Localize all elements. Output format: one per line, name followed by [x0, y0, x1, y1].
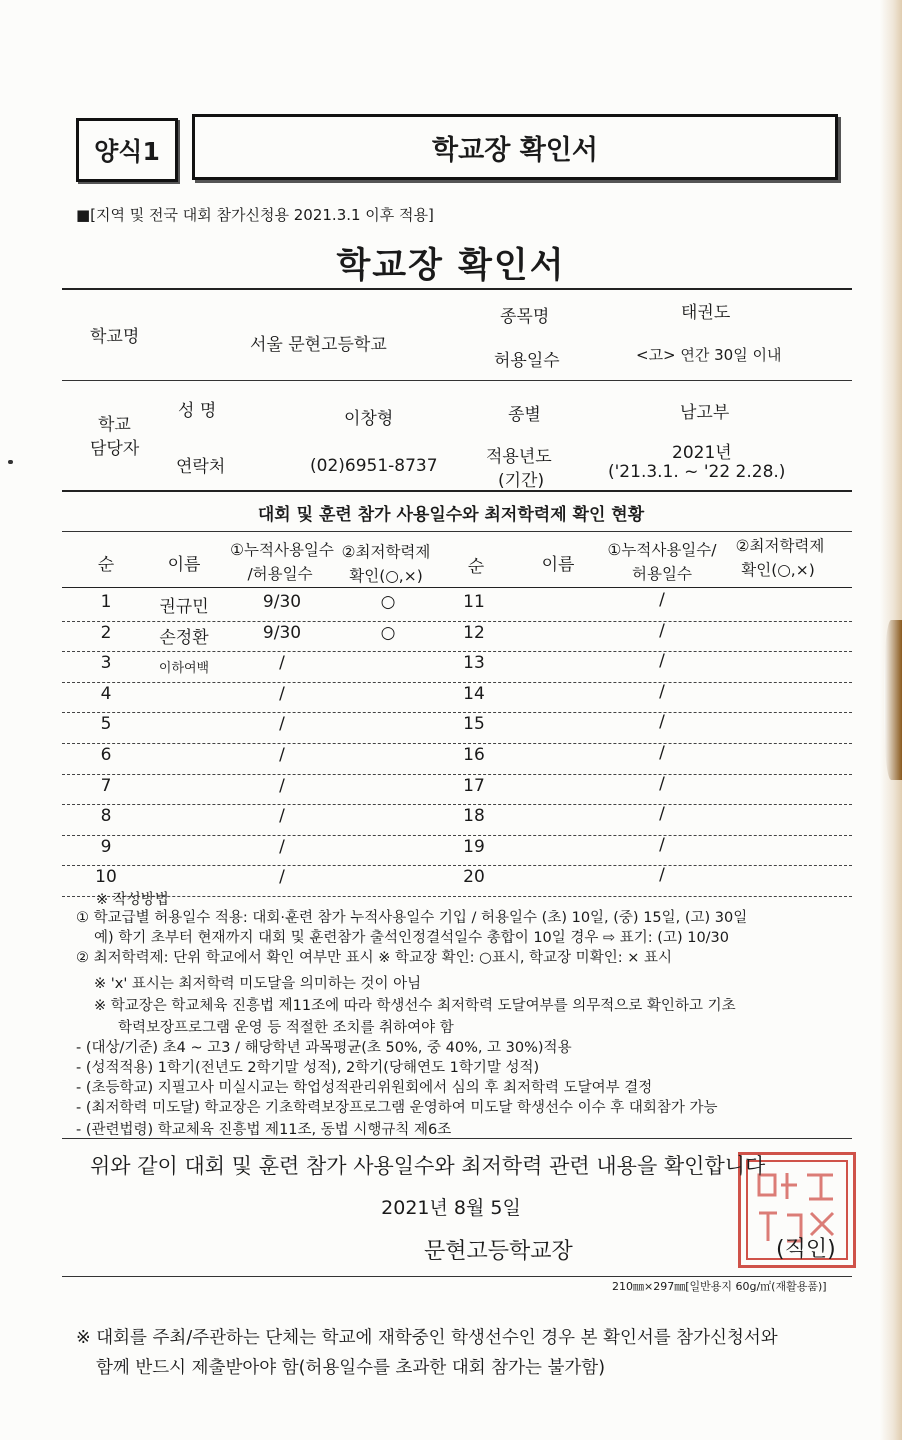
col-days-header-right-2: 허용일수 [632, 565, 692, 583]
used-days: / [659, 590, 665, 610]
row-number: 2 [100, 622, 112, 643]
header-title: 학교장 확인서 [192, 114, 838, 180]
used-days: / [279, 683, 285, 704]
table-row-divider [62, 682, 852, 683]
used-days: / [279, 653, 285, 674]
school-label: 학교명 [90, 327, 140, 347]
division-label: 종별 [508, 405, 541, 425]
student-name: 이하여백 [158, 661, 210, 677]
used-days: 9/30 [262, 622, 302, 643]
row-number: 13 [463, 653, 485, 674]
row-number: 20 [463, 867, 485, 888]
col-min-header: ②최저학력제 [341, 543, 431, 561]
row-number: 7 [100, 775, 112, 796]
used-days: / [659, 712, 665, 733]
footer-note-2: 함께 반드시 제출받아야 함(허용일수를 초과한 대회 참가는 불가함) [96, 1358, 606, 1378]
paper-edge-stain [884, 620, 902, 780]
table-row-divider [62, 896, 852, 897]
divider [62, 1138, 852, 1139]
col-name-header-right: 이름 [541, 555, 575, 575]
staff-label: 학교 [98, 415, 131, 435]
instruction-line: - (대상/기준) 초4 ~ 고3 / 해당학년 과목평균(초 50%, 중 40%, 고 30%)적용 [76, 1040, 572, 1056]
allowed-value: <고> 연간 30일 이내 [636, 346, 782, 364]
col-min-header-right: ②최저학력제 [735, 537, 825, 555]
instruction-line: - (관련법령) 학교체육 진흥법 제11조, 동법 시행규칙 제6조 [76, 1122, 452, 1138]
used-days: / [279, 775, 285, 796]
instruction-line: - (최저학력 미도달) 학교장은 기초학력보장프로그램 운영하여 미도달 학생선수 이수 후 대회참가 가능 [76, 1100, 718, 1116]
section-title: 대회 및 훈련 참가 사용일수와 최저학력제 확인 현황 [257, 505, 645, 525]
paper-spec: 210㎜×297㎜[일반용지 60g/㎡(재활용품)] [612, 1280, 827, 1293]
instruction-line: ※ 작성방법 [96, 892, 169, 908]
contact-value: (02)6951-8737 [310, 456, 438, 476]
school-value: 서울 문현고등학교 [250, 335, 387, 355]
instruction-line: 학력보장프로그램 운영 등 적절한 조치를 취하여야 함 [118, 1020, 454, 1036]
signer-name: 문현고등학교장 [424, 1239, 573, 1264]
confirmation-text: 위와 같이 대회 및 훈련 참가 사용일수와 최저학력 관련 내용을 확인합니다 [90, 1154, 766, 1178]
row-number: 19 [463, 836, 485, 857]
row-number: 18 [463, 806, 485, 827]
instruction-line: - (성적적용) 1학기(전년도 2학기말 성적), 2학기(당해연도 1학기말 성적) [76, 1060, 540, 1076]
row-number: 5 [100, 714, 112, 735]
used-days: / [279, 867, 285, 888]
row-number: 16 [463, 745, 485, 765]
divider [62, 1276, 852, 1277]
row-number: 11 [463, 592, 485, 612]
year-value: 2021년 [672, 443, 732, 463]
col-no-header: 순 [97, 555, 115, 575]
seal-label: (직인) [776, 1237, 836, 1262]
divider [62, 531, 852, 532]
row-number: 9 [100, 836, 112, 857]
student-name: 손정환 [159, 627, 209, 648]
period-value: ('21.3.1. ~ '22 2.28.) [608, 462, 786, 482]
table-row-divider [62, 804, 852, 805]
table-row-divider [62, 835, 852, 836]
instruction-line: 예) 학기 초부터 현재까지 대회 및 훈련참가 출석인정결석일수 총합이 10일 경우 ⇨ 표기: (고) 10/30 [94, 930, 730, 946]
row-number: 6 [100, 745, 112, 765]
min-academic-check: ○ [380, 622, 396, 643]
row-number: 3 [100, 653, 112, 674]
table-row-divider [62, 774, 852, 775]
divider [62, 380, 852, 381]
used-days: 9/30 [262, 592, 302, 612]
col-days-header: ①누적사용일수 [230, 541, 334, 559]
division-value: 남고부 [680, 403, 730, 423]
used-days: / [659, 804, 665, 825]
row-number: 1 [100, 592, 112, 612]
used-days: / [659, 743, 665, 763]
form-tag: 양식1 [76, 118, 178, 182]
used-days: / [279, 836, 285, 857]
row-number: 4 [100, 683, 112, 704]
col-min-header-2: 확인(○,×) [349, 567, 423, 585]
row-number: 10 [95, 867, 117, 888]
used-days: / [659, 651, 665, 672]
sport-value: 태권도 [681, 303, 731, 323]
col-days-header-right: ①누적사용일수/ [607, 541, 717, 559]
used-days: / [279, 745, 285, 765]
staff-label-2: 담당자 [90, 439, 140, 459]
used-days: / [659, 834, 665, 855]
instruction-line: ※ 'x' 표시는 최저학력 미도달을 의미하는 것이 아님 [94, 976, 422, 992]
table-row-divider [62, 743, 852, 744]
year-label: 적용년도 [486, 447, 552, 467]
table-row-divider [62, 621, 852, 622]
col-no-header-right: 순 [467, 557, 485, 577]
scan-speck [8, 460, 13, 464]
footer-note: ※ 대회를 주최/주관하는 단체는 학교에 재학중인 학생선수인 경우 본 확인서를 참가신청서와 [76, 1328, 778, 1348]
instruction-line: - (초등학교) 지필고사 미실시교는 학업성적관리위원회에서 심의 후 최저학력 도달여부 결정 [76, 1080, 653, 1096]
row-number: 12 [463, 622, 485, 643]
notice-line: ■[지역 및 전국 대회 참가신청용 2021.3.1 이후 적용] [76, 206, 434, 224]
row-number: 15 [463, 714, 485, 735]
sport-label: 종목명 [500, 307, 550, 327]
row-number: 8 [100, 806, 112, 827]
divider [62, 490, 852, 492]
instruction-line: ※ 학교장은 학교체육 진흥법 제11조에 따라 학생선수 최저학력 도달여부를 의무적으로 확인하고 기초 [94, 998, 736, 1014]
used-days: / [279, 714, 285, 735]
col-days-header-2: /허용일수 [247, 565, 313, 583]
table-row-divider [62, 651, 852, 652]
table-row-divider [62, 712, 852, 713]
name-label: 성 명 [178, 401, 217, 421]
used-days: / [659, 865, 665, 886]
period-label: (기간) [498, 471, 545, 491]
row-number: 14 [463, 683, 485, 704]
instruction-line: ① 학교급별 허용일수 적용: 대회·훈련 참가 누적사용일수 기입 / 허용일수 (초) 10일, (중) 15일, (고) 30일 [76, 910, 748, 926]
contact-label: 연락처 [176, 457, 226, 477]
student-name: 권규민 [159, 597, 209, 617]
col-min-header-right-2: 확인(○,×) [741, 561, 815, 579]
used-days: / [659, 681, 665, 702]
allowed-label: 허용일수 [494, 351, 560, 371]
document-title: 학교장 확인서 [336, 246, 566, 286]
divider [62, 288, 852, 290]
used-days: / [659, 620, 665, 641]
instruction-line: ② 최저학력제: 단위 학교에서 확인 여부만 표시 ※ 학교장 확인: ○표시, 학교장 미확인: × 표시 [76, 950, 672, 966]
divider [62, 587, 852, 588]
col-name-header: 이름 [167, 555, 201, 575]
min-academic-check: ○ [380, 592, 396, 612]
table-row-divider [62, 865, 852, 866]
used-days: / [279, 806, 285, 827]
issue-date: 2021년 8월 5일 [381, 1197, 521, 1219]
row-number: 17 [463, 775, 485, 796]
used-days: / [659, 773, 665, 794]
staff-name-value: 이창형 [344, 409, 394, 429]
